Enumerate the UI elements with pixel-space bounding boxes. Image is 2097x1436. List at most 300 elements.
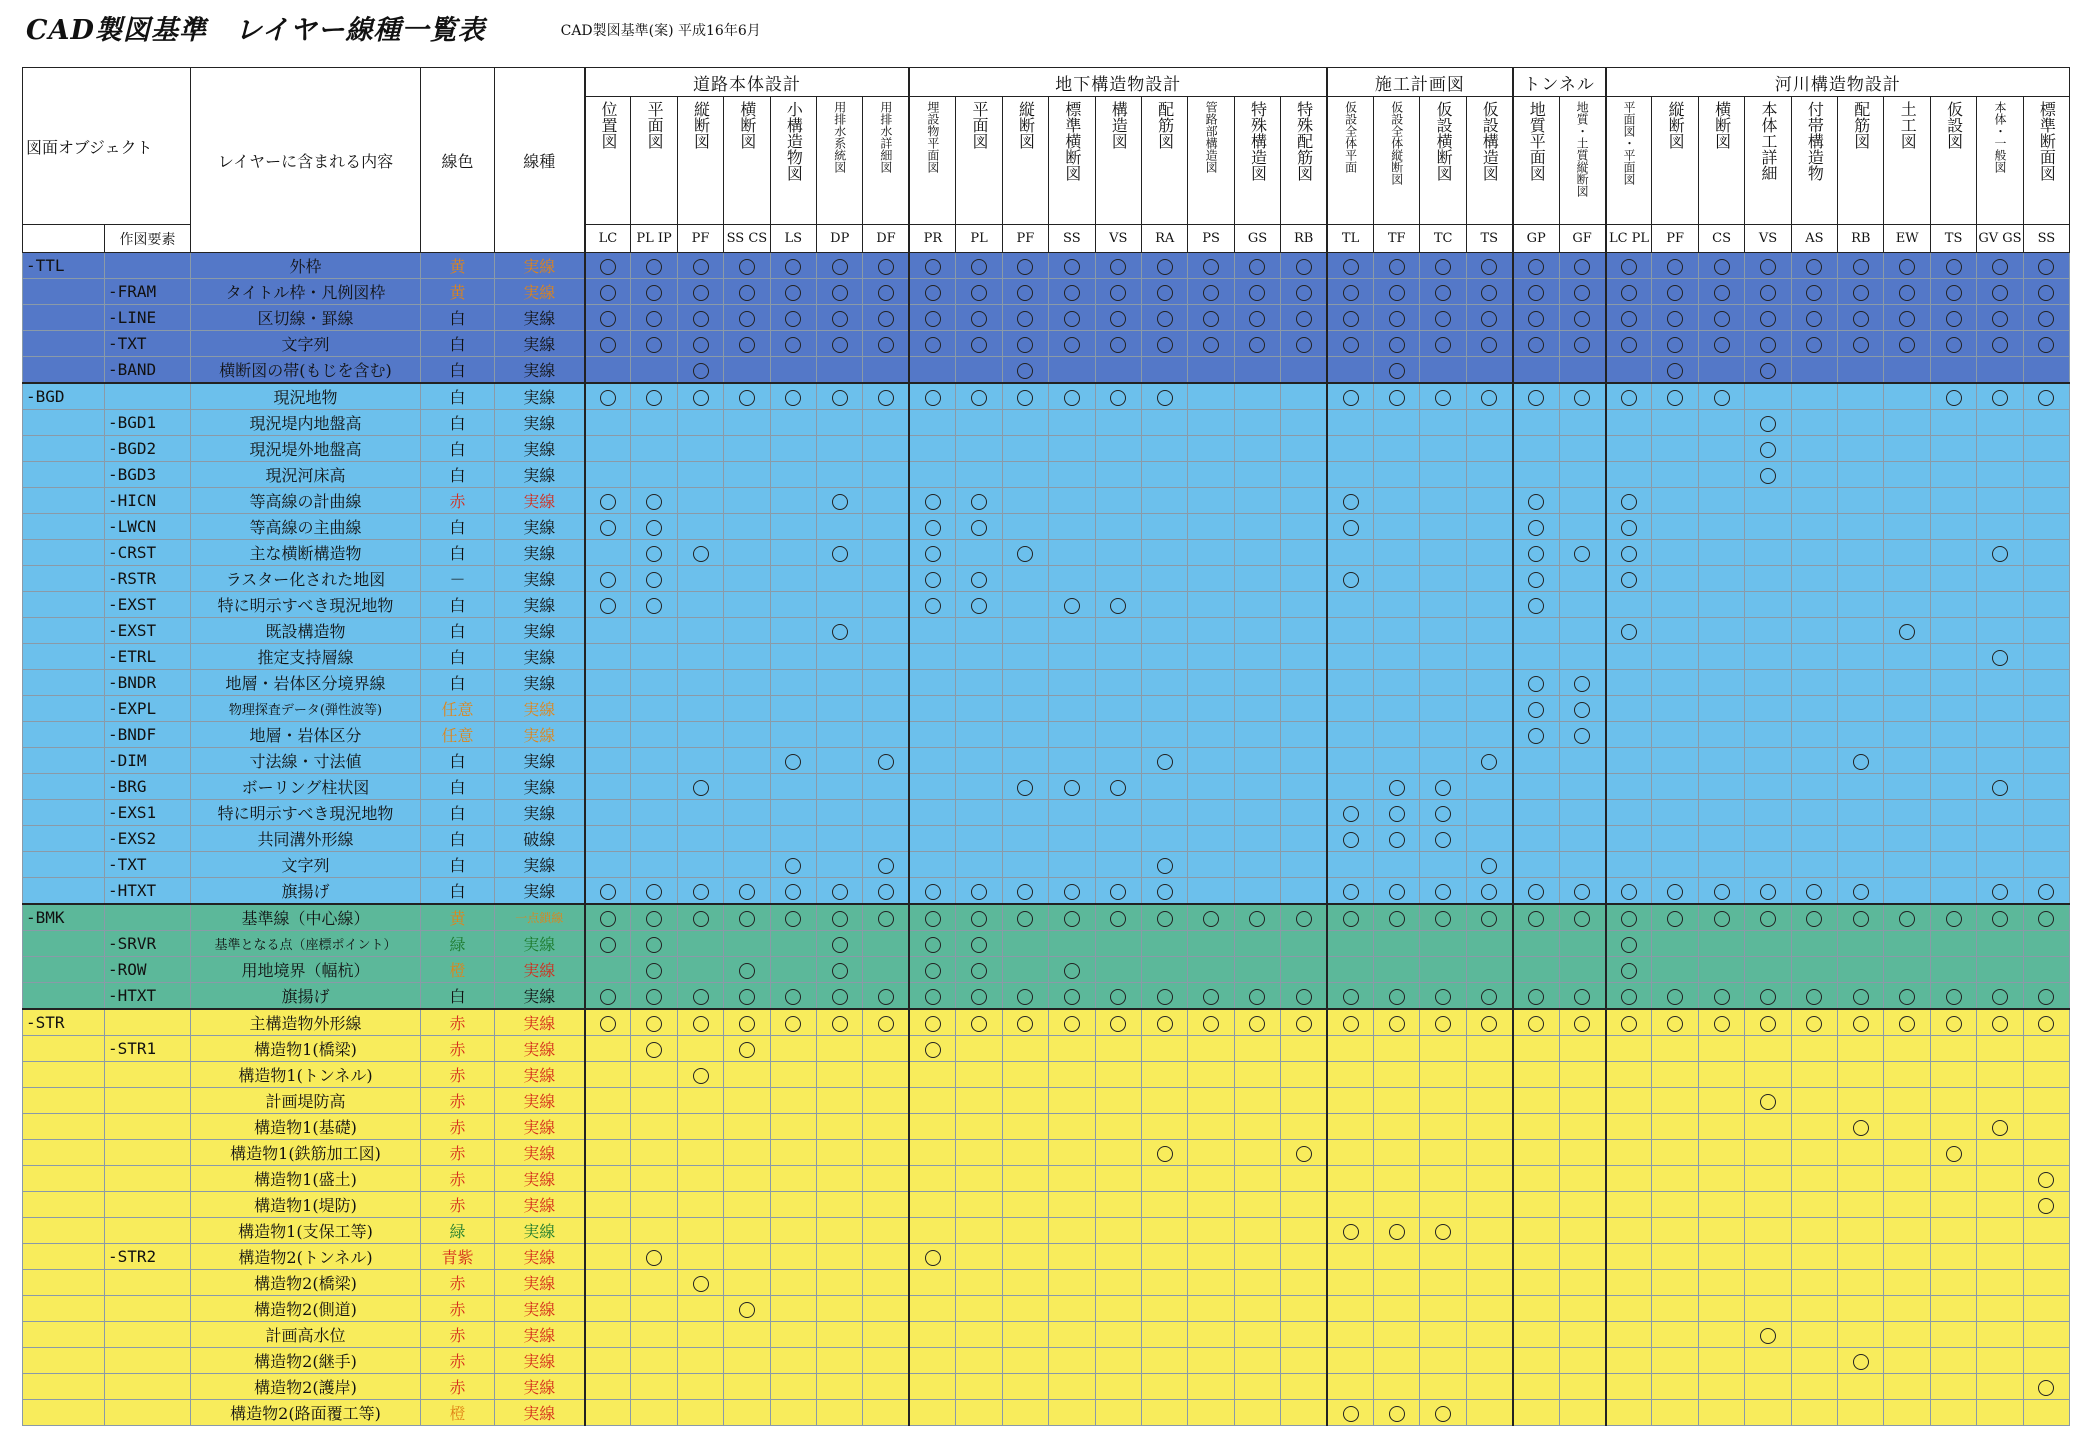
line-color: 黄 — [421, 253, 495, 279]
mark-cell — [1374, 540, 1420, 566]
drawing-type-label: 仮設全体縦断図 — [1389, 101, 1404, 185]
circle-mark — [971, 337, 987, 353]
mark-cell — [1281, 253, 1327, 279]
circle-mark — [1249, 259, 1265, 275]
mark-cell — [677, 852, 723, 878]
circle-mark — [1853, 1354, 1869, 1370]
mark-cell — [1141, 618, 1187, 644]
line-color: 白 — [421, 670, 495, 696]
layer-content: 用地境界（幅杭） — [191, 957, 421, 983]
circle-mark — [1157, 390, 1173, 406]
element-code: -BGD2 — [105, 436, 191, 462]
mark-cell — [1002, 1296, 1048, 1322]
mark-cell — [1745, 696, 1791, 722]
mark-cell — [1049, 696, 1095, 722]
mark-cell — [1977, 1218, 2023, 1244]
mark-cell — [1652, 1036, 1698, 1062]
circle-mark — [1064, 989, 1080, 1005]
mark-cell — [631, 1192, 677, 1218]
mark-cell — [1466, 357, 1512, 384]
circle-mark — [739, 311, 755, 327]
drawing-type-label: 用排水系統図 — [832, 101, 847, 173]
mark-cell — [817, 1348, 863, 1374]
mark-cell — [1930, 748, 1976, 774]
element-code: -DIM — [105, 748, 191, 774]
mark-cell — [2023, 331, 2069, 357]
mark-cell — [1884, 566, 1930, 592]
mark-cell — [1838, 1114, 1884, 1140]
mark-cell — [1049, 436, 1095, 462]
drawing-code: PF — [677, 225, 723, 253]
circle-mark — [1574, 285, 1590, 301]
mark-cell — [1606, 279, 1652, 305]
circle-mark — [1760, 1016, 1776, 1032]
layer-content: 外枠 — [191, 253, 421, 279]
mark-cell — [1977, 331, 2023, 357]
mark-cell — [585, 1400, 631, 1426]
mark-cell — [1884, 514, 1930, 540]
mark-cell — [817, 618, 863, 644]
mark-cell — [909, 957, 955, 983]
mark-cell — [1606, 878, 1652, 905]
mark-cell — [817, 540, 863, 566]
drawing-type-label: 配筋図 — [1155, 101, 1175, 149]
mark-cell — [1141, 1036, 1187, 1062]
mark-cell — [1049, 878, 1095, 905]
circle-mark — [1389, 1016, 1405, 1032]
mark-cell — [770, 722, 816, 748]
mark-cell — [1141, 931, 1187, 957]
mark-cell — [724, 566, 770, 592]
mark-cell — [1002, 1400, 1048, 1426]
circle-mark — [1899, 337, 1915, 353]
mark-cell — [1977, 1166, 2023, 1192]
mark-cell — [2023, 592, 2069, 618]
drawing-code: DF — [863, 225, 909, 253]
mark-cell — [631, 618, 677, 644]
mark-cell — [909, 331, 955, 357]
mark-cell — [770, 1062, 816, 1088]
element-code — [105, 1296, 191, 1322]
mark-cell — [1652, 1270, 1698, 1296]
mark-cell — [1327, 1322, 1373, 1348]
mark-cell — [1095, 826, 1141, 852]
mark-cell — [1141, 383, 1187, 410]
mark-cell — [1606, 1322, 1652, 1348]
mark-cell — [677, 1088, 723, 1114]
mark-cell — [1884, 253, 1930, 279]
mark-cell — [956, 1166, 1002, 1192]
mark-cell — [1466, 331, 1512, 357]
mark-cell — [770, 1218, 816, 1244]
layer-content: 文字列 — [191, 852, 421, 878]
mark-cell — [1049, 1348, 1095, 1374]
line-type: 実線 — [495, 1036, 585, 1062]
circle-mark — [1435, 259, 1451, 275]
circle-mark — [1806, 884, 1822, 900]
table-row — [23, 931, 2070, 957]
mark-cell — [863, 1270, 909, 1296]
mark-cell — [1698, 1192, 1744, 1218]
circle-mark — [1899, 285, 1915, 301]
mark-cell — [1513, 383, 1559, 410]
mark-cell — [770, 1374, 816, 1400]
circle-mark — [1110, 390, 1126, 406]
mark-cell — [724, 722, 770, 748]
mark-cell — [1698, 514, 1744, 540]
drawing-code: VS — [1095, 225, 1141, 253]
layer-content: 特に明示すべき現況地物 — [191, 592, 421, 618]
circle-mark — [1992, 337, 2008, 353]
mark-cell — [724, 1374, 770, 1400]
circle-mark — [1296, 1146, 1312, 1162]
mark-cell — [1420, 618, 1466, 644]
mark-cell — [1745, 1166, 1791, 1192]
mark-cell — [724, 253, 770, 279]
circle-mark — [1110, 259, 1126, 275]
mark-cell — [1791, 722, 1837, 748]
mark-cell — [1745, 305, 1791, 331]
line-type: 実線 — [495, 514, 585, 540]
line-type: 実線 — [495, 1140, 585, 1166]
mark-cell — [677, 644, 723, 670]
mark-cell — [1420, 904, 1466, 931]
table-row — [23, 1348, 2070, 1374]
mark-cell — [1281, 618, 1327, 644]
mark-cell — [1559, 383, 1605, 410]
circle-mark — [1621, 337, 1637, 353]
circle-mark — [925, 494, 941, 510]
mark-cell — [770, 1244, 816, 1270]
mark-cell — [585, 592, 631, 618]
mark-cell — [1374, 670, 1420, 696]
mark-cell — [677, 1036, 723, 1062]
mark-cell — [1049, 279, 1095, 305]
mark-cell — [1652, 1166, 1698, 1192]
table-row — [23, 331, 2070, 357]
circle-mark — [1064, 259, 1080, 275]
mark-cell — [1049, 462, 1095, 488]
mark-cell — [1188, 931, 1234, 957]
drawing-type-label: 横断図 — [737, 101, 757, 149]
mark-cell — [1420, 488, 1466, 514]
mark-cell — [1002, 1218, 1048, 1244]
mark-cell — [1466, 931, 1512, 957]
mark-cell — [1188, 253, 1234, 279]
mark-cell — [1559, 878, 1605, 905]
mark-cell — [1884, 644, 1930, 670]
mark-cell — [1559, 1036, 1605, 1062]
table-row — [23, 957, 2070, 983]
mark-cell — [1466, 383, 1512, 410]
mark-cell — [1698, 696, 1744, 722]
circle-mark — [971, 937, 987, 953]
circle-mark — [1806, 911, 1822, 927]
mark-cell — [1466, 1218, 1512, 1244]
circle-mark — [1481, 858, 1497, 874]
mark-cell — [1745, 1036, 1791, 1062]
circle-mark — [878, 259, 894, 275]
mark-cell — [1049, 1036, 1095, 1062]
mark-cell — [2023, 383, 2069, 410]
line-color: 赤 — [421, 1114, 495, 1140]
mark-cell — [1791, 1270, 1837, 1296]
mark-cell — [1281, 1140, 1327, 1166]
mark-cell — [909, 904, 955, 931]
mark-cell — [1606, 983, 1652, 1010]
mark-cell — [1141, 488, 1187, 514]
mark-cell — [1095, 331, 1141, 357]
circle-mark — [971, 598, 987, 614]
mark-cell — [863, 1374, 909, 1400]
mark-cell — [909, 1244, 955, 1270]
mark-cell — [1884, 800, 1930, 826]
mark-cell — [2023, 279, 2069, 305]
circle-mark — [1435, 1406, 1451, 1422]
mark-cell — [585, 566, 631, 592]
layer-content: 旗揚げ — [191, 878, 421, 905]
mark-cell — [1791, 670, 1837, 696]
mark-cell — [1606, 1192, 1652, 1218]
circle-mark — [600, 494, 616, 510]
mark-cell — [1745, 462, 1791, 488]
drawing-code: PL IP — [631, 225, 677, 253]
mark-cell — [1002, 1348, 1048, 1374]
mark-cell — [770, 1009, 816, 1036]
mark-cell — [1002, 618, 1048, 644]
line-color: 赤 — [421, 488, 495, 514]
mark-cell — [1930, 1244, 1976, 1270]
mark-cell — [1141, 1374, 1187, 1400]
mark-cell — [1698, 1244, 1744, 1270]
circle-mark — [1110, 311, 1126, 327]
mark-cell — [724, 1270, 770, 1296]
mark-cell — [1281, 644, 1327, 670]
mark-cell — [631, 514, 677, 540]
drawing-code: RB — [1838, 225, 1884, 253]
mark-cell — [1559, 722, 1605, 748]
mark-cell — [1281, 1192, 1327, 1218]
mark-cell — [631, 436, 677, 462]
mark-cell — [1234, 1322, 1280, 1348]
mark-cell — [1281, 331, 1327, 357]
mark-cell — [863, 1009, 909, 1036]
mark-cell — [1698, 1009, 1744, 1036]
mark-cell — [1049, 748, 1095, 774]
mark-cell — [1374, 1322, 1420, 1348]
mark-cell — [1698, 1062, 1744, 1088]
circle-mark — [646, 390, 662, 406]
mark-cell — [1930, 931, 1976, 957]
mark-cell — [724, 931, 770, 957]
mark-cell — [1791, 800, 1837, 826]
circle-mark — [646, 1042, 662, 1058]
circle-mark — [1667, 285, 1683, 301]
mark-cell — [1745, 774, 1791, 800]
mark-cell — [1977, 1322, 2023, 1348]
circle-mark — [1389, 832, 1405, 848]
circle-mark — [646, 963, 662, 979]
mark-cell — [677, 1244, 723, 1270]
line-type: 実線 — [495, 592, 585, 618]
line-color: 赤 — [421, 1296, 495, 1322]
mark-cell — [817, 1062, 863, 1088]
mark-cell — [1095, 462, 1141, 488]
mark-cell — [1977, 931, 2023, 957]
mark-cell — [1002, 1192, 1048, 1218]
mark-cell — [1745, 357, 1791, 384]
line-type: 実線 — [495, 852, 585, 878]
mark-cell — [1095, 514, 1141, 540]
mark-cell — [1002, 696, 1048, 722]
mark-cell — [1281, 1218, 1327, 1244]
mark-cell — [770, 800, 816, 826]
mark-cell — [909, 462, 955, 488]
mark-cell — [1281, 1296, 1327, 1322]
mark-cell — [1745, 1270, 1791, 1296]
mark-cell — [631, 1114, 677, 1140]
line-color: 白 — [421, 878, 495, 905]
element-code — [105, 1140, 191, 1166]
mark-cell — [1930, 540, 1976, 566]
mark-cell — [1838, 852, 1884, 878]
mark-cell — [1095, 644, 1141, 670]
circle-mark — [1528, 311, 1544, 327]
line-type: 実線 — [495, 1322, 585, 1348]
circle-mark — [925, 598, 941, 614]
table-row — [23, 696, 2070, 722]
mark-cell — [1791, 488, 1837, 514]
mark-cell — [2023, 774, 2069, 800]
mark-cell — [817, 410, 863, 436]
mark-cell — [1420, 670, 1466, 696]
mark-cell — [1374, 1218, 1420, 1244]
circle-mark — [785, 285, 801, 301]
mark-cell — [1884, 1192, 1930, 1218]
circle-mark — [693, 1068, 709, 1084]
layer-content: 現況地物 — [191, 383, 421, 410]
mark-cell — [631, 253, 677, 279]
mark-cell — [863, 1400, 909, 1426]
mark-cell — [677, 1009, 723, 1036]
circle-mark — [739, 285, 755, 301]
mark-cell — [1930, 904, 1976, 931]
mark-cell — [1420, 383, 1466, 410]
mark-cell — [1234, 1088, 1280, 1114]
mark-cell — [585, 253, 631, 279]
mark-cell — [1049, 488, 1095, 514]
circle-mark — [600, 285, 616, 301]
mark-cell — [1420, 800, 1466, 826]
mark-cell — [724, 1088, 770, 1114]
circle-mark — [1435, 311, 1451, 327]
mark-cell — [1745, 1322, 1791, 1348]
drawing-code: LC PL — [1606, 225, 1652, 253]
mark-cell — [1513, 748, 1559, 774]
mark-cell — [817, 1374, 863, 1400]
mark-cell — [1095, 253, 1141, 279]
circle-mark — [1946, 390, 1962, 406]
mark-cell — [1884, 983, 1930, 1010]
mark-cell — [1002, 644, 1048, 670]
circle-mark — [1621, 572, 1637, 588]
circle-mark — [832, 311, 848, 327]
mark-cell — [817, 1036, 863, 1062]
mark-cell — [1141, 983, 1187, 1010]
circle-mark — [1574, 337, 1590, 353]
line-type: 実線 — [495, 957, 585, 983]
mark-cell — [1327, 1374, 1373, 1400]
mark-cell — [1838, 1270, 1884, 1296]
mark-cell — [863, 514, 909, 540]
mark-cell — [1095, 1192, 1141, 1218]
mark-cell — [1420, 540, 1466, 566]
mark-cell — [1420, 1114, 1466, 1140]
drawing-type-label: 仮設全体平面 — [1343, 101, 1358, 173]
layer-content: 構造物2(護岸) — [191, 1374, 421, 1400]
mark-cell — [863, 1140, 909, 1166]
circle-mark — [2038, 285, 2054, 301]
circle-mark — [1806, 285, 1822, 301]
layer-content: 現況堤外地盤高 — [191, 436, 421, 462]
layer-content: 既設構造物 — [191, 618, 421, 644]
table-row — [23, 436, 2070, 462]
mark-cell — [1466, 1296, 1512, 1322]
mark-cell — [1606, 410, 1652, 436]
mark-cell — [1745, 748, 1791, 774]
mark-cell — [1977, 1270, 2023, 1296]
layer-content: 構造物1(基礎) — [191, 1114, 421, 1140]
mark-cell — [1698, 1348, 1744, 1374]
mark-cell — [770, 904, 816, 931]
mark-cell — [1698, 436, 1744, 462]
mark-cell — [1884, 1062, 1930, 1088]
element-code: -BGD3 — [105, 462, 191, 488]
line-color: 赤 — [421, 1062, 495, 1088]
circle-mark — [1528, 285, 1544, 301]
mark-cell — [1513, 1192, 1559, 1218]
mark-cell — [1791, 540, 1837, 566]
mark-cell — [1281, 488, 1327, 514]
drawing-type-label: 埋設物平面図 — [925, 101, 940, 173]
circle-mark — [646, 937, 662, 953]
circle-mark — [1667, 989, 1683, 1005]
mark-cell — [1234, 462, 1280, 488]
circle-mark — [1899, 1016, 1915, 1032]
mark-cell — [1838, 1348, 1884, 1374]
line-color: 白 — [421, 644, 495, 670]
mark-cell — [1420, 1166, 1466, 1192]
mark-cell — [1652, 1296, 1698, 1322]
circle-mark — [646, 285, 662, 301]
circle-mark — [739, 1302, 755, 1318]
mark-cell — [2023, 540, 2069, 566]
mark-cell — [1791, 253, 1837, 279]
mark-cell — [1513, 878, 1559, 905]
circle-mark — [832, 285, 848, 301]
circle-mark — [1157, 1016, 1173, 1032]
mark-cell — [1652, 357, 1698, 384]
circle-mark — [1110, 911, 1126, 927]
circle-mark — [1389, 911, 1405, 927]
mark-cell — [770, 488, 816, 514]
mark-cell — [631, 1088, 677, 1114]
mark-cell — [631, 1218, 677, 1244]
object-code — [23, 774, 105, 800]
circle-mark — [1296, 1016, 1312, 1032]
mark-cell — [1606, 1140, 1652, 1166]
mark-cell — [1374, 305, 1420, 331]
